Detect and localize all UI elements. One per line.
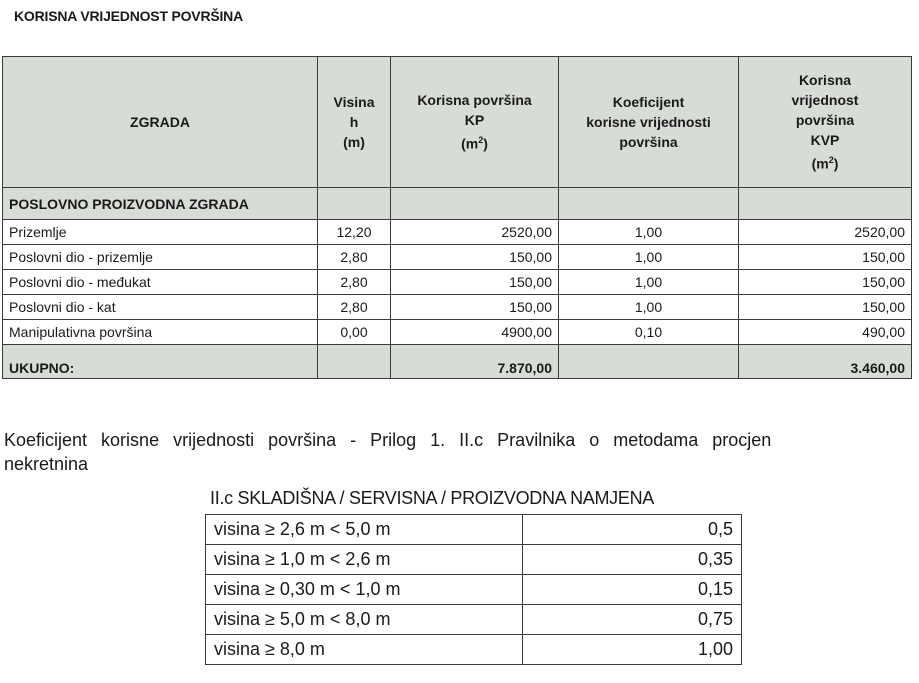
- row-koef: 1,00: [559, 245, 739, 270]
- coefficient-table-title: II.c SKLADIŠNA / SERVISNA / PROIZVODNA NAMJENA: [210, 488, 654, 508]
- row-visina: 2,80: [318, 270, 391, 295]
- total-row: [3, 345, 912, 379]
- row-name: Prizemlje: [3, 220, 318, 245]
- row-koef: 1,00: [559, 270, 739, 295]
- row-kvp: 150,00: [739, 295, 912, 320]
- row-kvp: 150,00: [739, 270, 912, 295]
- coef-value: 0,75: [523, 605, 742, 635]
- header-korisna-povrsina: Korisna površina KP $(m^2)$: [391, 57, 559, 188]
- row-name: Poslovni dio - međukat: [3, 270, 318, 295]
- row-kvp: 2520,00: [739, 220, 912, 245]
- coef-range: visina ≥ 0,30 m < 1,0 m: [206, 575, 523, 605]
- coefficient-table: [205, 514, 742, 665]
- total-kvp: 3.460,00: [739, 345, 912, 379]
- coef-range: visina ≥ 1,0 m < 2,6 m: [206, 545, 523, 575]
- coef-range: visina ≥ 5,0 m < 8,0 m: [206, 605, 523, 635]
- row-name: Manipulativna površina: [3, 320, 318, 345]
- row-name: Poslovni dio - prizemlje: [3, 245, 318, 270]
- row-koef: 1,00: [559, 295, 739, 320]
- header-koeficijent: Koeficijent korisne vrijednosti površina: [559, 57, 739, 188]
- section-row: [3, 188, 912, 220]
- row-visina: 2,80: [318, 295, 391, 320]
- coef-value: 0,5: [523, 515, 742, 545]
- total-kp: 7.870,00: [391, 345, 559, 379]
- reference-paragraph-line1: Koeficijent korisne vrijednosti površina - Prilog 1. II.c Pravilnika o metodama procjen: [4, 430, 772, 450]
- row-kvp: 150,00: [739, 245, 912, 270]
- header-visina: Visina h (m): [318, 57, 391, 188]
- row-kp: 150,00: [391, 295, 559, 320]
- table-row: [3, 320, 912, 345]
- row-koef: 0,10: [559, 320, 739, 345]
- coef-row: [206, 635, 742, 665]
- row-kp: 150,00: [391, 270, 559, 295]
- coef-value: 0,35: [523, 545, 742, 575]
- table-row: [3, 270, 912, 295]
- row-visina: 12,20: [318, 220, 391, 245]
- row-kvp: 490,00: [739, 320, 912, 345]
- document-title: KORISNA VRIJEDNOST POVRŠINA: [14, 8, 244, 24]
- table-row: [3, 220, 912, 245]
- row-kp: 4900,00: [391, 320, 559, 345]
- coef-row: [206, 545, 742, 575]
- section-label: POSLOVNO PROIZVODNA ZGRADA: [3, 188, 318, 220]
- coef-row: [206, 605, 742, 635]
- total-label: UKUPNO:: [3, 345, 318, 379]
- table-header-row: [3, 57, 912, 188]
- header-zgrada: ZGRADA: [3, 57, 318, 188]
- coef-range: visina ≥ 8,0 m: [206, 635, 523, 665]
- coef-row: [206, 575, 742, 605]
- row-kp: 150,00: [391, 245, 559, 270]
- reference-paragraph-line2: nekretnina: [4, 454, 89, 474]
- coef-range: visina ≥ 2,6 m < 5,0 m: [206, 515, 523, 545]
- row-visina: 0,00: [318, 320, 391, 345]
- row-name: Poslovni dio - kat: [3, 295, 318, 320]
- coef-value: 0,15: [523, 575, 742, 605]
- coef-row: [206, 515, 742, 545]
- row-kp: 2520,00: [391, 220, 559, 245]
- row-koef: 1,00: [559, 220, 739, 245]
- header-kvp: Korisna vrijednost površina KVP $(m^2)$: [739, 57, 912, 188]
- table-row: [3, 245, 912, 270]
- row-visina: 2,80: [318, 245, 391, 270]
- coef-value: 1,00: [523, 635, 742, 665]
- table-row: [3, 295, 912, 320]
- usable-area-table: [2, 56, 912, 379]
